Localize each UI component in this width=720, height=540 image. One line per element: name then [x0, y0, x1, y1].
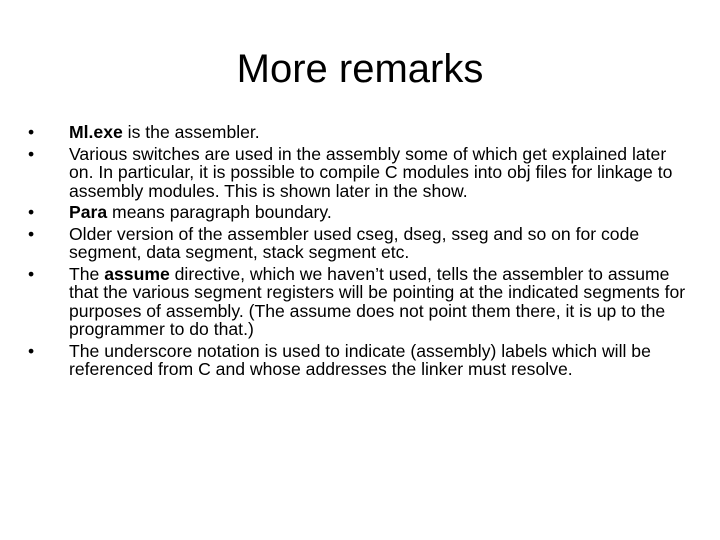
bullet-text-bold: Para [69, 202, 108, 222]
bullet-marker: • [28, 340, 35, 361]
bullet-marker: • [28, 223, 35, 244]
bullet-list [28, 123, 688, 382]
bullet-item-ml-exe [28, 123, 688, 142]
bullet-text-bold: Ml.exe [69, 122, 123, 142]
bullet-text-bold: assume [104, 263, 170, 284]
bullet-item-para [28, 203, 688, 222]
bullet-item-assume [28, 265, 688, 339]
bullet-item-older-version [28, 225, 688, 262]
bullet-text: The underscore notation is used to indicate (assembly) labels which will be referenced from C and whose addresses the linker must resolve. [69, 340, 651, 379]
bullet-text: directive, which we haven’t used, tells the assembler to assume that the various segment registers will be pointing at the indicated segments for purposes of assembly. (The assume does not point them there, it is up to the programmer to do that.) [69, 263, 686, 339]
slide-title: More remarks [236, 47, 484, 91]
bullet-text: means paragraph boundary. [107, 202, 332, 222]
bullet-text: Older version of the assembler used cseg, dseg, sseg and so on for code segment, data segment, stack segment etc. [69, 223, 640, 262]
bullet-item-switches [28, 145, 688, 201]
bullet-marker: • [28, 143, 35, 164]
bullet-marker: • [28, 122, 35, 142]
bullet-text: Various switches are used in the assembly some of which get explained later on. In particular, it is possible to compile C modules into obj files for linkage to assembly modules. This is shown later in the show. [69, 143, 673, 201]
bullet-text: is the assembler. [122, 122, 260, 142]
bullet-text: The [69, 263, 105, 284]
bullet-marker: • [28, 263, 35, 284]
bullet-item-underscore [28, 342, 688, 379]
bullet-marker: • [28, 202, 35, 222]
